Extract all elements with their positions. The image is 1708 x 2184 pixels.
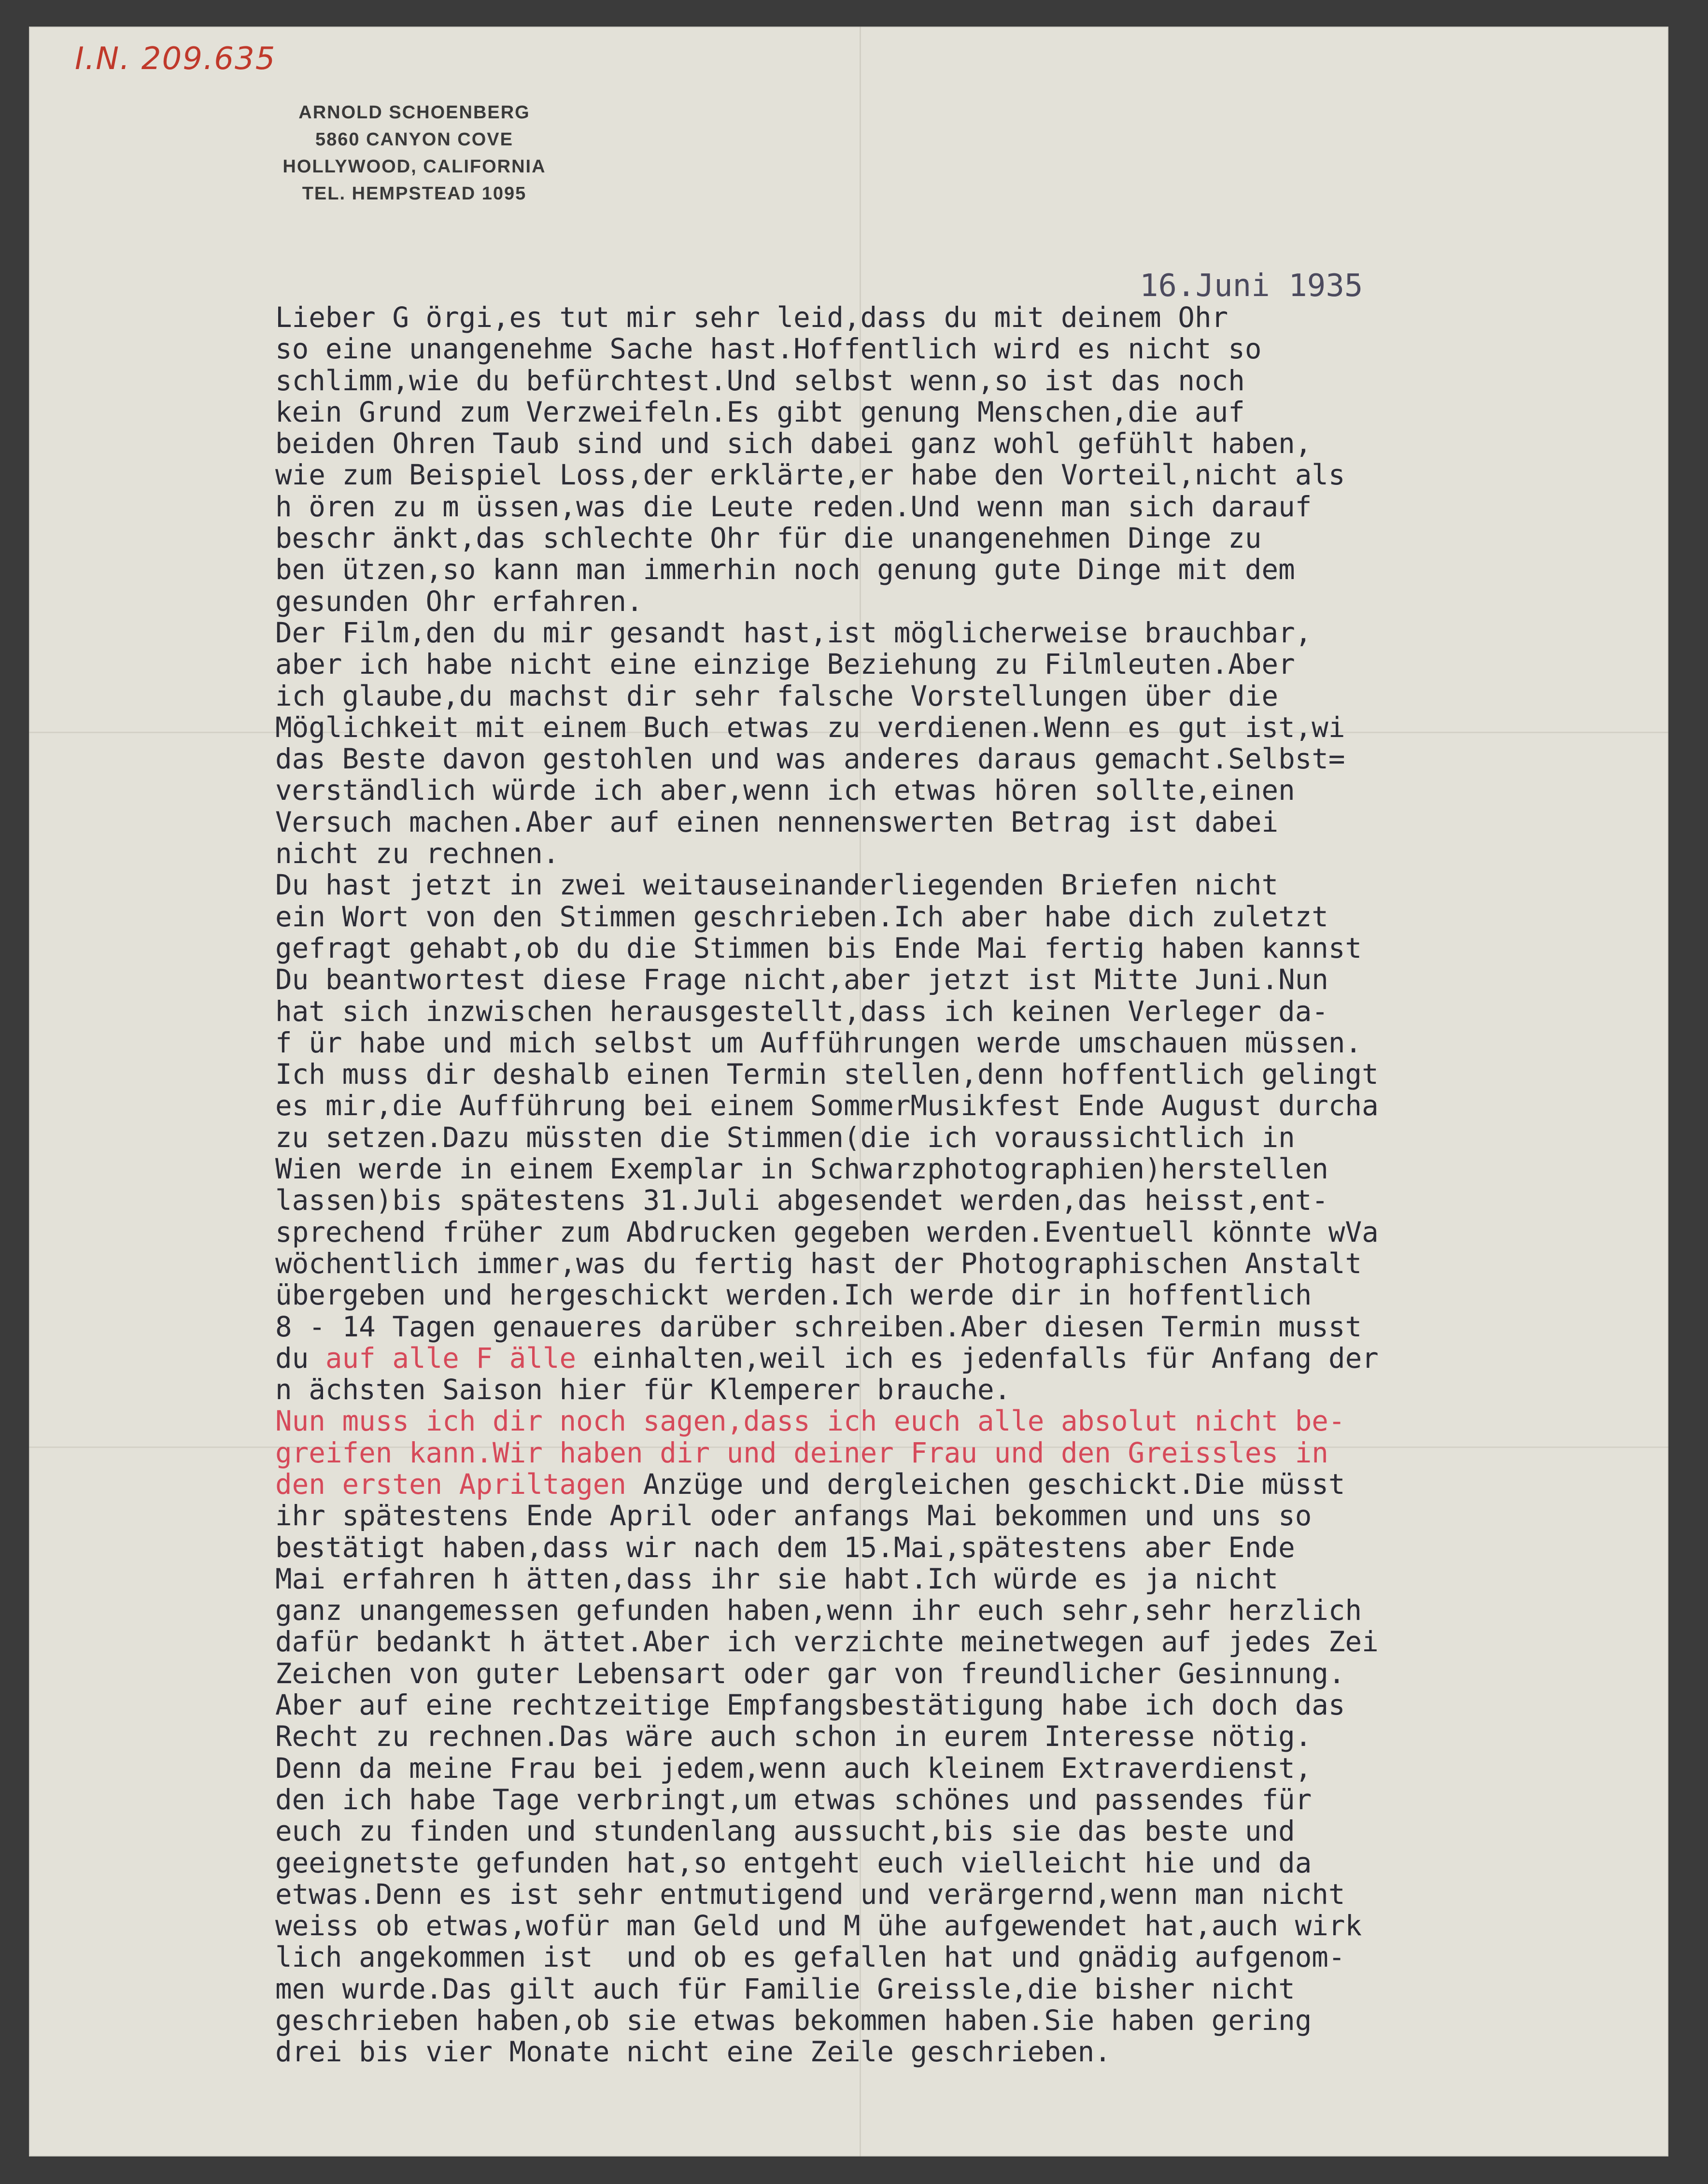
letter-line: so eine unangenehme Sache hast.Hoffentlich wird es nicht so bbox=[275, 333, 1262, 366]
letter-line: drei bis vier Monate nicht eine Zeile geschrieben. bbox=[275, 2036, 1111, 2069]
letter-line: h ören zu m üssen,was die Leute reden.Und wenn man sich darauf bbox=[275, 490, 1312, 523]
letter-line: n ächsten Saison hier für Klemperer brauche. bbox=[275, 1374, 1011, 1406]
letterhead bbox=[260, 99, 569, 207]
letter-line: dafür bedankt h ättet.Aber ich verzichte meinetwegen auf jedes Zei bbox=[275, 1626, 1379, 1659]
letter-line: gesunden Ohr erfahren. bbox=[275, 585, 643, 618]
letter-line: lassen)bis spätestens 31.Juli abgesendet werden,das heisst,ent- bbox=[275, 1184, 1328, 1217]
letter-line: ganz unangemessen gefunden haben,wenn ihr euch sehr,sehr herzlich bbox=[275, 1594, 1362, 1627]
letter-line: geeignetste gefunden hat,so entgeht euch vielleicht hie und da bbox=[275, 1846, 1312, 1879]
letter-line bbox=[275, 1469, 1579, 1500]
archive-inventory-mark: I.N. 209.635 bbox=[75, 41, 276, 77]
letter-line: das Beste davon gestohlen und was anderes daraus gemacht.Selbst= bbox=[275, 743, 1345, 776]
letter-line: Du hast jetzt in zwei weitauseinanderliegenden Briefen nicht bbox=[275, 869, 1279, 902]
letter-line: nicht zu rechnen. bbox=[275, 837, 560, 870]
letter-line: Aber auf eine rechtzeitige Empfangsbestätigung habe ich doch das bbox=[275, 1689, 1345, 1722]
letter-line: greifen kann.Wir haben dir und deiner Frau und den Greissles in bbox=[275, 1436, 1328, 1469]
letter-line: beiden Ohren Taub sind und sich dabei ganz wohl gefühlt haben, bbox=[275, 427, 1312, 460]
letter-line: ben ützen,so kann man immerhin noch genung gute Dinge mit dem bbox=[275, 553, 1295, 586]
letter-line: ihr spätestens Ende April oder anfangs Mai bekommen und uns so bbox=[275, 1500, 1312, 1532]
letter-line: Lieber G örgi,es tut mir sehr leid,dass du mit deinem Ohr bbox=[275, 301, 1228, 334]
letter-line-segment: du bbox=[275, 1342, 325, 1375]
letter-line: verständlich würde ich aber,wenn ich etwas hören sollte,einen bbox=[275, 774, 1295, 807]
letter-line: aber ich habe nicht eine einzige Beziehung zu Filmleuten.Aber bbox=[275, 648, 1295, 681]
letter-line: Zeichen von guter Lebensart oder gar von freundlicher Gesinnung. bbox=[275, 1657, 1345, 1690]
letter-date: 16.Juni 1935 bbox=[1140, 268, 1363, 304]
letterhead-street: 5860 CANYON COVE bbox=[315, 129, 513, 150]
letterhead-phone: TEL. HEMPSTEAD 1095 bbox=[302, 184, 527, 204]
letter-line: hat sich inzwischen herausgestellt,dass ich keinen Verleger da- bbox=[275, 995, 1328, 1028]
letter-line: Nun muss ich dir noch sagen,dass ich euch alle absolut nicht be- bbox=[275, 1405, 1345, 1438]
letter-line: Versuch machen.Aber auf einen nennenswerten Betrag ist dabei bbox=[275, 806, 1279, 838]
letter-line: Denn da meine Frau bei jedem,wenn auch kleinem Extraverdienst, bbox=[275, 1752, 1312, 1785]
letter-line: übergeben und hergeschickt werden.Ich werde dir in hoffentlich bbox=[275, 1279, 1312, 1312]
letter-line: Möglichkeit mit einem Buch etwas zu verdienen.Wenn es gut ist,wi bbox=[275, 711, 1345, 744]
letter-line: lich angekommen ist und ob es gefallen hat und gnädig aufgenom- bbox=[275, 1941, 1345, 1974]
letter-line-red-segment: auf alle F älle bbox=[325, 1342, 577, 1375]
letter-line-segment: Anzüge und dergleichen geschickt.Die müsst bbox=[626, 1468, 1345, 1501]
letter-body bbox=[275, 302, 1579, 2068]
letter-line: Der Film,den du mir gesandt hast,ist möglicherweise brauchbar, bbox=[275, 616, 1312, 649]
letter-line: Mai erfahren h ätten,dass ihr sie habt.Ich würde es ja nicht bbox=[275, 1562, 1279, 1595]
letter-line: wöchentlich immer,was du fertig hast der Photographischen Anstalt bbox=[275, 1247, 1362, 1280]
letter-line: schlimm,wie du befürchtest.Und selbst wenn,so ist das noch bbox=[275, 364, 1245, 397]
letter-line: ein Wort von den Stimmen geschrieben.Ich aber habe dich zuletzt bbox=[275, 900, 1328, 933]
letterhead-name: ARNOLD SCHOENBERG bbox=[298, 102, 530, 123]
letter-line: wie zum Beispiel Loss,der erklärte,er habe den Vorteil,nicht als bbox=[275, 459, 1345, 492]
letter-line: Recht zu rechnen.Das wäre auch schon in eurem Interesse nötig. bbox=[275, 1720, 1312, 1753]
letter-line-red-segment: den ersten Apriltagen bbox=[275, 1468, 626, 1501]
letter-line: men wurde.Das gilt auch für Familie Greissle,die bisher nicht bbox=[275, 1972, 1295, 2005]
letter-line: beschr änkt,das schlechte Ohr für die unangenehmen Dinge zu bbox=[275, 522, 1262, 555]
letter-line: sprechend früher zum Abdrucken gegeben werden.Eventuell könnte wVa bbox=[275, 1216, 1379, 1248]
letter-line: f ür habe und mich selbst um Aufführungen werde umschauen müssen. bbox=[275, 1026, 1362, 1059]
letter-line: zu setzen.Dazu müssten die Stimmen(die ich voraussichtlich in bbox=[275, 1121, 1295, 1154]
letter-line: geschrieben haben,ob sie etwas bekommen haben.Sie haben gering bbox=[275, 2004, 1312, 2037]
letter-line: weiss ob etwas,wofür man Geld und M ühe aufgewendet hat,auch wirk bbox=[275, 1910, 1362, 1943]
letter-line: Du beantwortest diese Frage nicht,aber jetzt ist Mitte Juni.Nun bbox=[275, 964, 1328, 996]
letter-line: den ich habe Tage verbringt,um etwas schönes und passendes für bbox=[275, 1783, 1312, 1816]
letter-line: etwas.Denn es ist sehr entmutigend und verärgernd,wenn man nicht bbox=[275, 1878, 1345, 1911]
letter-line: euch zu finden und stundenlang aussucht,bis sie das beste und bbox=[275, 1815, 1295, 1848]
letter-line bbox=[275, 1343, 1579, 1374]
letter-line: 8 - 14 Tagen genaueres darüber schreiben.Aber diesen Termin musst bbox=[275, 1310, 1362, 1343]
letter-line: es mir,die Aufführung bei einem SommerMusikfest Ende August durcha bbox=[275, 1090, 1379, 1122]
letterhead-city: HOLLYWOOD, CALIFORNIA bbox=[282, 156, 546, 177]
letter-line: kein Grund zum Verzweifeln.Es gibt genung Menschen,die auf bbox=[275, 396, 1245, 428]
letter-line: Ich muss dir deshalb einen Termin stellen,denn hoffentlich gelingt bbox=[275, 1058, 1379, 1091]
letter-line: gefragt gehabt,ob du die Stimmen bis Ende Mai fertig haben kannst bbox=[275, 932, 1362, 964]
letter-line: ich glaube,du machst dir sehr falsche Vorstellungen über die bbox=[275, 680, 1279, 712]
letter-line: bestätigt haben,dass wir nach dem 15.Mai,spätestens aber Ende bbox=[275, 1531, 1295, 1564]
letter-line: Wien werde in einem Exemplar in Schwarzphotographien)herstellen bbox=[275, 1153, 1328, 1186]
letter-sheet bbox=[29, 27, 1668, 2156]
letter-line-segment: einhalten,weil ich es jedenfalls für Anfang der bbox=[576, 1342, 1379, 1375]
